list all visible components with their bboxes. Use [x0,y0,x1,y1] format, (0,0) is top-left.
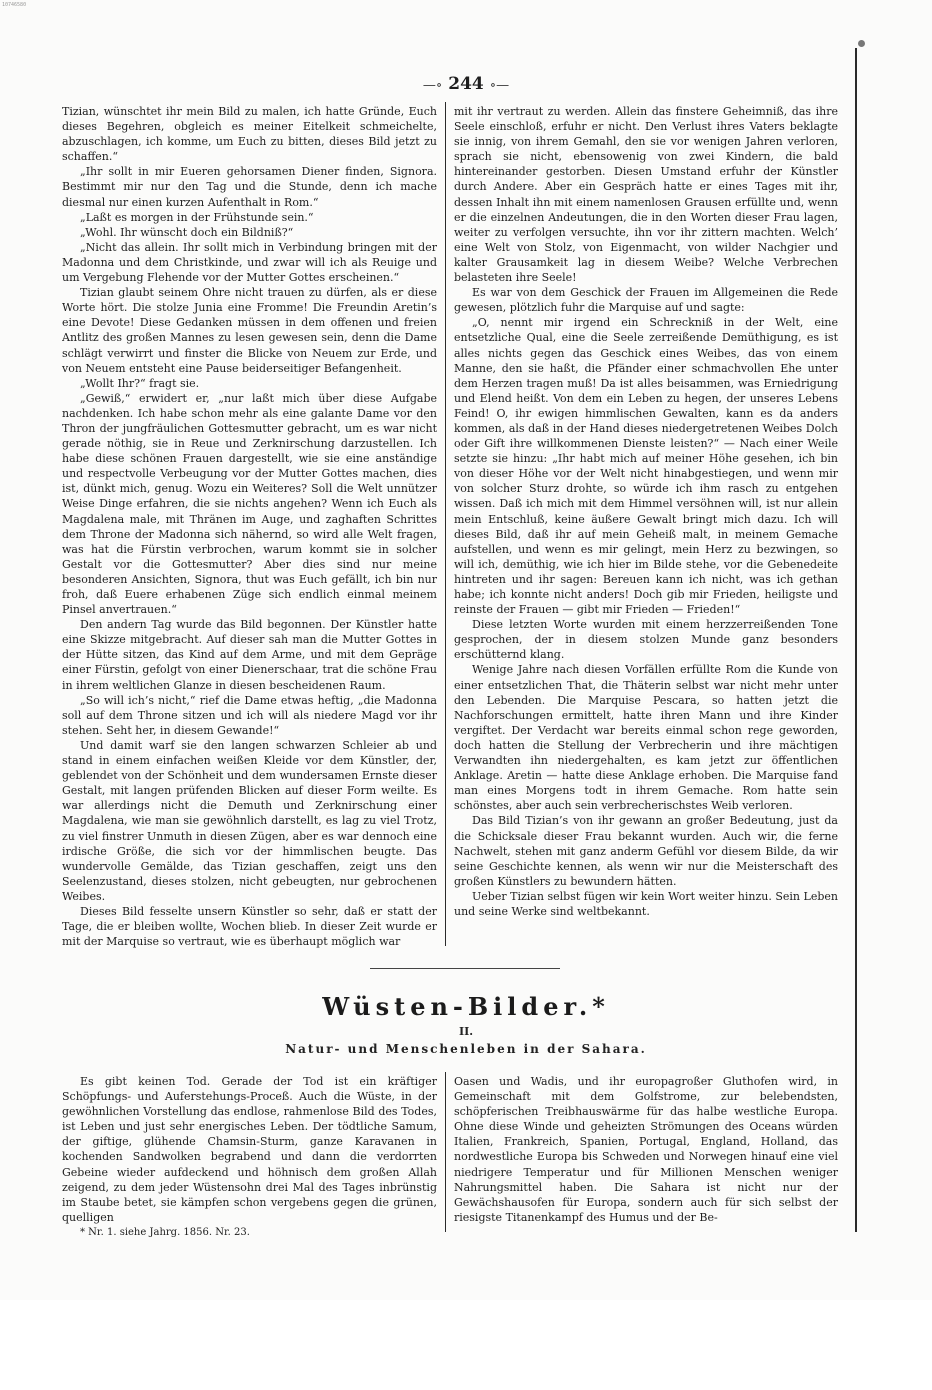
paragraph: „Nicht das allein. Ihr sollt mich in Verbindung bringen mit der Madonna und dem Christkinde, und zwar will ich als Reuige und um Vergebung Flehende vor der Mutter Gottes erscheinen.“ [62,240,437,285]
section-title: Wüsten-Bilder.* [322,992,610,1021]
paragraph: Den andern Tag wurde das Bild begonnen. Der Künstler hatte eine Skizze mitgebracht. Auf dieser sah man die Mutter Gottes in der Hütte sitzen, das Kind auf dem Arme, und mit dem Gepräge einer Fürstin, gefolgt von einer Dienerschaar, trat die schöne Frau in ihrem weltlichen Glanze in diesen bescheidenen Raum. [62,618,437,692]
article-column-right [454,104,838,949]
page-number-header [0,74,932,94]
paragraph: „Wollt Ihr?“ fragt sie. [80,376,200,390]
section-separator [370,968,560,969]
section-column-left [62,1074,437,1244]
paragraph: „Ihr sollt in mir Eueren gehorsamen Diener finden, Signora. Bestimmt mir nur den Tag und die Stunde, denn ich mache diesmal nur einen kurzen Aufenthalt in Rom.“ [62,165,437,209]
section-subtitle: Natur- und Menschenleben in der Sahara. [285,1042,647,1056]
paragraph: Tizian, wünschtet ihr mein Bild zu malen, ich hatte Gründe, Euch dieses Begehren, obgleich es meiner Eitelkeit schmeichelte, abzuschlagen, ich komme, um Euch zu bitten, dieses Bild jetzt zu schaffen.“ [62,105,437,164]
paragraph: „Laßt es morgen in der Frühstunde sein.“ [80,210,314,224]
article-column-left [62,104,437,949]
paragraph: „Wohl. Ihr wünscht doch ein Bildniß?“ [80,225,294,239]
column-divider-top [445,102,446,946]
paragraph: Das Bild Tizian’s von ihr gewann an großer Bedeutung, just da die Schicksale dieser Frau bekannt wurden. Auch wir, die ferne Nachwelt, stehen mit ganz anderm Gefühl vor diesem Bilde, da wir seine Geschichte kennen, als wenn wir nur die Meisterschaft des großen Künstlers zu bewundern hätten. [454,814,838,888]
footnote: * Nr. 1. siehe Jahrg. 1856. Nr. 23. [80,1226,250,1238]
header-right-ornament: ∘— [489,78,510,93]
paragraph: „O, nennt mir irgend ein Schreckniß in der Welt, eine entsetzliche Qual, eine die Seele zerreißende Demüthigung, es ist alles nichts gegen das Geschick eines Weibes, das von einem Manne, den sie haßt, die Pfänder einer schmachvollen Ehe unter dem Herzen tragen muß! Da ist alles beisammen, was Erniedrigung und Elend heißt. Von dem ein Leben zu hegen, der unseres Lebens Feind! O, ihr ewigen himmlischen Gewalten, kann es da anders kommen, als daß in der Hand dieses niedergetretenen Weibes Dolch oder Gift ihre willkommenen Dienste leisten?“ — Nach einer Weile setzte sie hinzu: „Ihr habt mich auf meiner Höhe gesehen, ich bin von dieser Höhe vor der Welt nicht hinabgestiegen, und wenn mir von solcher Sturz drohte, so würde ich ihm rasch zu entgehen wissen. Daß ich mich mit dem Himmel versöhnen will, ist nur allein mein Entschluß, keine äußere Gewalt bringt mich dazu. Ich will dieses Bild, daß ihr auf mein Geheiß malt, in meinem Gemache aufstellen, und wenn es mir gelingt, mein Herz zu bezwingen, so will ich, demüthig, wie ich hier im Bilde stehe, vor die Gebenedeite hintreten und ihr sagen: Bereuen kann ich nicht, was ich gethan habe; ich konnte nicht anders! Doch gib mir Frieden, heiligste und reinste der Frauen — gibt mir Frieden — Frieden!“ [454,316,838,617]
paragraph: Diese letzten Worte wurden mit einem herzzerreißenden Tone gesprochen, der in diesem stolzen Munde ganz besonders erschütternd klang. [454,618,838,662]
paragraph: Ueber Tizian selbst fügen wir kein Wort weiter hinzu. Sein Leben und seine Werke sind weltbekannt. [454,889,838,918]
paragraph: Oasen und Wadis, und ihr europagroßer Gluthofen wird, in Gemeinschaft mit dem Golfstrome, zur belebendsten, schöpferischen Treibhauswärme für das halbe westliche Europa. Ohne diese Winde und geheizten Strömungen des Oceans würden Italien, Frankreich, Spanien, Portugal, England, Holland, das nordwestliche Europa bis Schweden und Norwegen hinauf eine viel niedrigere Temperatur und für Millionen Menschen weniger Nahrungsmittel haben. Die Sahara ist nicht nur der Gewächshausofen für Europa, sondern auch für sich selbst der riesigste Titanenkampf des Humus und der Be- [454,1075,838,1224]
paragraph: Tizian glaubt seinem Ohre nicht trauen zu dürfen, als er diese Worte hört. Die stolze Junia eine Fromme! Die Freundin Aretin’s eine Devote! Diese Gedanken müssen in dem offenen und freien Antlitz des großen Mannes zu lesen gewesen sein, denn die Dame schlägt verwirrt und finster die Blicke von Neuem zur Erde, und von Neuem entsteht eine Pause beiderseitiger Befangenheit. [62,286,437,375]
section-column-right [454,1074,838,1244]
paragraph: Es war von dem Geschick der Frauen im Allgemeinen die Rede gewesen, plötzlich fuhr die Marquise auf und sagte: [454,286,838,315]
header-left-ornament: —∘ [422,78,443,93]
paragraph: Und damit warf sie den langen schwarzen Schleier ab und stand in einem einfachen weißen Kleide vor dem Künstler, der, geblendet von der Schönheit und dem wundersamen Ernste dieser Gestalt, mit langen prüfenden Blicken auf dieser Form weilte. Es war allerdings nicht die Demuth und Zerknirschung einer Magdalena, wie man sie gewöhnlich darstellt, es lag zu viel Trotz, zu viel finstrer Unmuth in diesen Zügen, aber es war dennoch eine irdische Größe, die sich vor der himmlischen beugte. Das wundervolle Gemälde, das Tizian geschaffen, zeigt uns den Seelenzustand, dieses stolzen, nicht gebeugten, nur gebrochenen Weibes. [62,738,437,903]
page-number: 244 [448,74,484,94]
paragraph: mit ihr vertraut zu werden. Allein das finstere Geheimniß, das ihre Seele einschloß, erfuhr er nicht. Den Verlust ihres Vaters beklagte sie innig, von ihrem Gemahl, den sie vor wenigen Jahren verloren, sprach sie nicht, ebensowenig von zwei Kindern, die bald hintereinander gestorben. Diesen Umstand erfuhr der Künstler durch Andere. Aber ein Gespräch hatte er eines Tages mit ihr, dessen Inhalt ihn mit einem namenlosen Grausen erfüllte und, wenn er die einzelnen Andeutungen, die in den Worten dieser Frau lagen, weiter zu verfolgen versuchte, ihn vor ihr zittern machten. Welch’ eine Welt von Stolz, von Eigenmacht, von wilder Nachgier und kalter Grausamkeit lag in diesem Weibe? Welche Verbrechen belasteten ihre Seele! [454,105,838,285]
binding-hole [858,40,865,47]
column-divider-bottom [445,1072,446,1232]
paragraph: Wenige Jahre nach diesen Vorfällen erfüllte Rom die Kunde von einer entsetzlichen That, die Thäterin selbst war nicht mehr unter den Lebenden. Die Marquise Pescara, so hatten jetzt die Nachforschungen ermittelt, hatte ihren Mann und ihre Kinder vergiftet. Der Verdacht war bereits einmal schon rege geworden, doch hatten die Stellung der Verbrecherin und ihre mächtigen Verwandten ihn niedergehalten, es kam jetzt zur öffentlichen Anklage. Aretin — hatte diese Anklage erhoben. Die Marquise fand man eines Morgens todt in ihrem Gemache. Rom hatte sein schönstes, aber auch sein verbrecherischstes Weib verloren. [454,663,838,813]
paragraph: Dieses Bild fesselte unsern Künstler so sehr, daß er statt der Tage, die er bleiben wollte, Wochen blieb. In dieser Zeit wurde er mit der Marquise so vertraut, wie es überhaupt möglich war [62,904,437,949]
archive-id: 10746580 [2,2,27,8]
paragraph: „So will ich’s nicht,“ rief die Dame etwas heftig, „die Madonna soll auf dem Throne sitzen und ich will als niedere Magd vor ihr stehen. Seht her, in diesem Gewande!“ [62,693,437,737]
paragraph: „Gewiß,“ erwidert er, „nur laßt mich über diese Aufgabe nachdenken. Ich habe schon mehr als eine galante Dame vor den Thron der jungfräulichen Gottesmutter gebracht, um es war nicht gerade nöthig, sie in Reue und Zerknirschung darzustellen. Ich habe diese schönen Frauen dargestellt, wie sie eine anständige und respectvolle Verbeugung vor der Mutter Gottes machen, dies ist, dünkt mich, genug. Wozu ein Weiteres? Soll die Welt unnützer Weise Dinge erfahren, die sie nichts angehen? Wenn ich Euch als Magdalena male, mit Thränen im Auge, und zaghaften Schrittes dem Throne der Madonna sich nähernd, so wird alle Welt fragen, was hat die Fürstin verbrochen, warum kommt sie in solcher Gestalt vor die Gottesmutter? Aber dies sind nur meine besonderen Ansichten, Signora, thut was Euch gefällt, ich bin nur froh, daß Euere erhabenen Züge sich endlich einmal meinem Pinsel anvertrauen.“ [62,391,437,617]
paragraph: Es gibt keinen Tod. Gerade der Tod ist ein kräftiger Schöpfungs- und Auferstehungs-Proceß. Auch die Wüste, in der gewöhnlichen Vorstellung das endlose, rahmenlose Bild des Todes, ist Leben und just sehr energisches Leben. Der tödtliche Samum, der giftige, glühende Chamsin-Sturm, ganze Karavanen in kochenden Sandwolken begrabend und dann die verdorrten Gebeine wieder aufdeckend und höhnisch dem großen Allah zeigend, zu dem jeder Wüstensohn drei Mal des Tages inbrünstig im Staube betet, sie kämpfen schon vergebens gegen die grünen, quelligen [62,1075,437,1224]
section-number: II. [458,1025,474,1038]
